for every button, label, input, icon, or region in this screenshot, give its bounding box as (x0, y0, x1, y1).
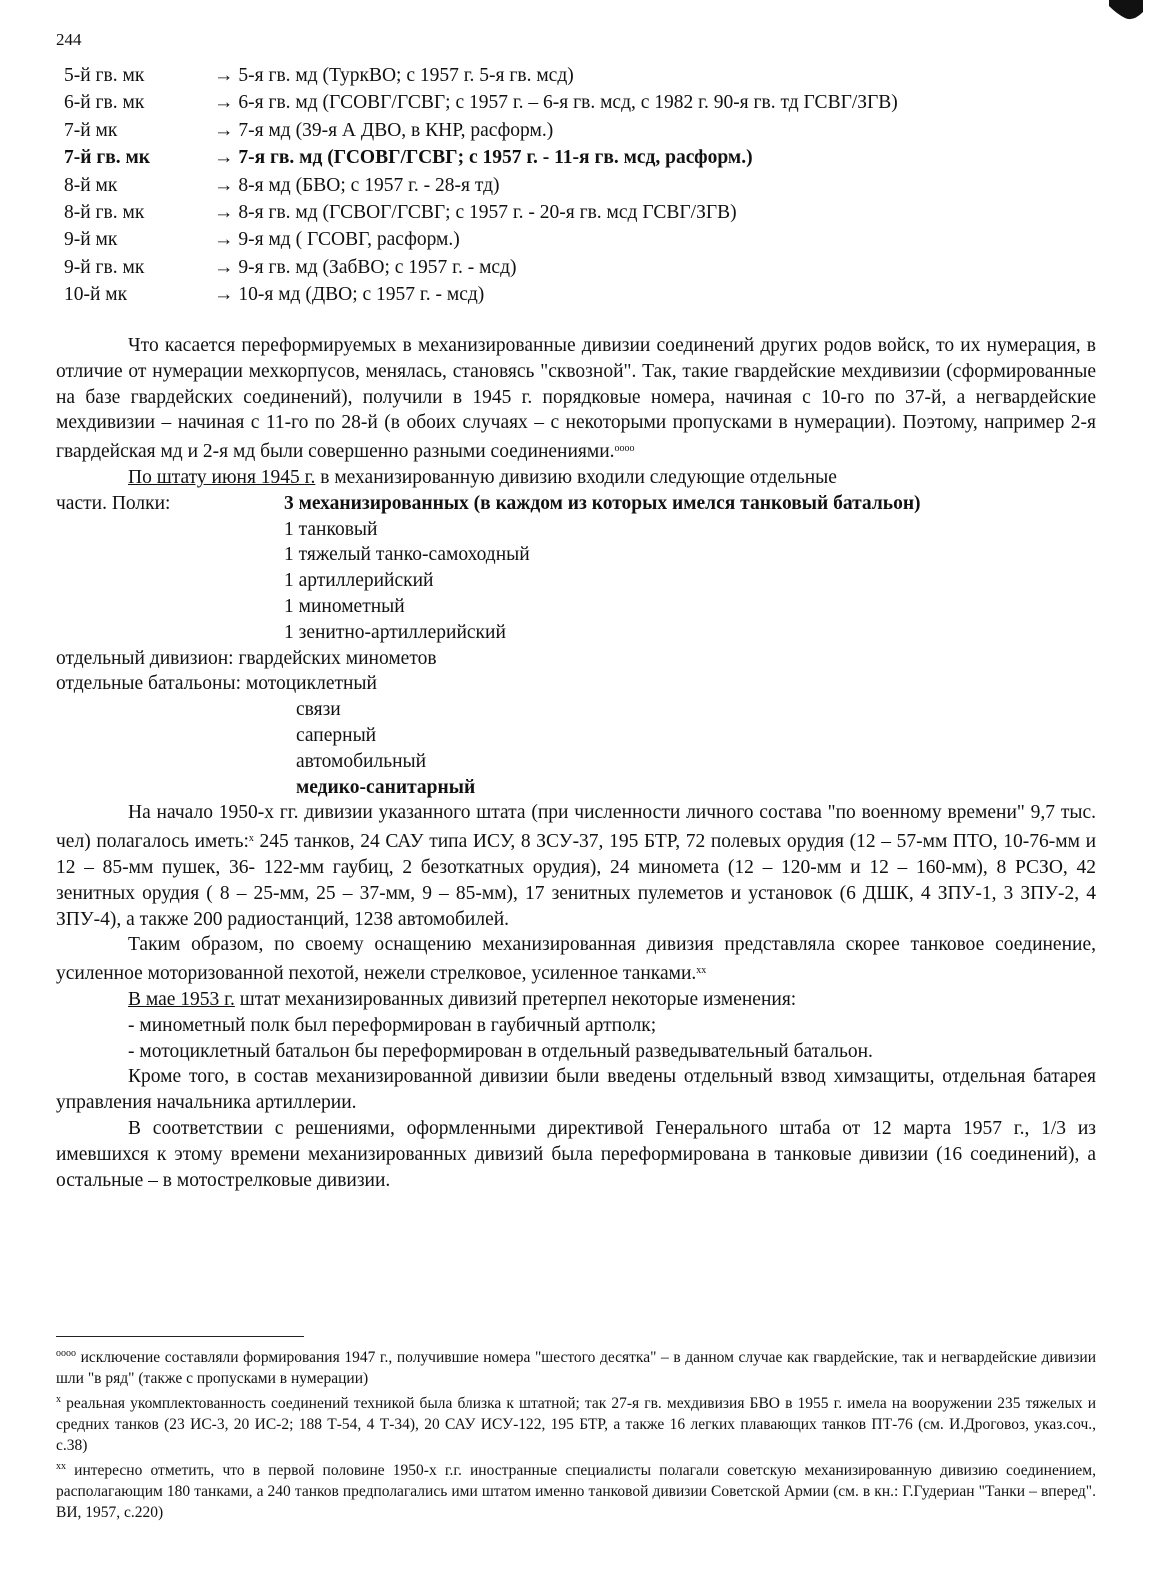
regiment-item: 3 механизированных (в каждом из которых имелся танковый батальон) (284, 492, 921, 514)
corps-name: 10-й мк (64, 284, 128, 306)
paragraph-numbering (56, 333, 1096, 465)
division-name: → 5-я гв. мд (ТуркВО; с 1957 г. 5-я гв. мсд) (214, 65, 574, 86)
page-number: 244 (56, 30, 82, 49)
paragraph-additions: Кроме того, в состав механизированной дивизии были введены отдельный взвод химзащиты, отдельная батарея управления начальника артиллерии. (56, 1066, 1096, 1114)
footnote-ref-3: xx (696, 965, 707, 977)
footnote-text: исключение составляли формирования 1947 г., получившие номера "шестого десятка" – в данном случае как гвардейские, так и негвардейские дивизии шли "в ряд" (также с пропусками в нумерации) (56, 1349, 1096, 1387)
change-item: - мотоциклетный батальон бы переформирован в отдельный разведывательный батальон. (128, 1040, 873, 1062)
division-label: отдельный дивизион: (56, 647, 234, 669)
division-name: → 10-я мд (ДВО; с 1957 г. - мсд) (214, 284, 485, 306)
division-value: гвардейских минометов (238, 647, 437, 669)
paragraph-1957: В соответствии с решениями, оформленными директивой Генерального штаба от 12 марта 1957 г., 1/3 из имевшихся к этому времени механизированных дивизий была переформирована в танковые дивизии (16 соединений), а остальные – в мотострелковые дивизии. (56, 1117, 1096, 1191)
footnote-mark: xx (56, 1461, 66, 1472)
division-line (56, 646, 1096, 672)
footnote-ref-1: оооо (614, 443, 635, 455)
corps-name: 8-й мк (64, 174, 118, 196)
footnote-2 (56, 1389, 1096, 1456)
paragraph-1953 (56, 987, 1096, 1013)
paragraph-equipment (56, 800, 1096, 932)
paragraph-equipment-text-b: 245 танков, 24 САУ типа ИСУ, 8 ЗСУ-37, 195 БТР, 72 полевых орудия (12 – 57-мм ПТО, 10-76-мм и 12 – 85-мм пушек, 36- 122-мм гаубиц, 2 безоткатных орудия), 24 миномета (12 – 120-мм и 12 – 160-мм), 8 РСЗО, 42 зенитных орудия ( 8 – 25-мм, 25 – 37-мм, 9 – 85-мм), 17 зенитных пулеметов и установок (6 ДШК, 4 ЗПУ-1, 3 ЗПУ-2, 4 ЗПУ-4), а также 200 радиостанций, 1238 автомобилей. (56, 831, 1097, 930)
corps-row (56, 199, 1096, 226)
staff-date-underlined: По штату июня 1945 г. (128, 466, 316, 488)
regiments-label: части. Полки: (56, 492, 171, 514)
corps-row (56, 117, 1096, 144)
footnote-mark: x (56, 1394, 61, 1405)
staff-intro-text: в механизированную дивизию входили следующие отдельные (315, 466, 837, 488)
footnote-1 (56, 1343, 1096, 1389)
footnote-text: интересно отметить, что в первой половине 1950-х г.г. иностранные специалисты полагали советскую механизированную дивизию соединением, располагающим 180 танками, а 240 танков предполагались ими штатом именно танковой дивизии Советской Армии (см. в кн.: Г.Гудериан "Танки – вперед". ВИ, 1957, с.220) (56, 1462, 1096, 1521)
footnotes (56, 1343, 1096, 1523)
division-name: → 8-я мд (БВО; с 1957 г. - 28-я тд) (214, 174, 500, 196)
regiment-item: 1 танковый (284, 518, 378, 540)
corps-row (56, 89, 1096, 116)
paragraph-staff-intro (56, 465, 1096, 491)
corps-row (56, 226, 1096, 253)
footnote-mark: оооо (56, 1348, 76, 1359)
footnote-divider (56, 1336, 304, 1337)
paragraph-equipment-text-a: На начало 1950-х гг. дивизии указанного штата (при численности личного состава "по военному времени" 9,7 тыс. чел) полагалось иметь: (56, 802, 1096, 853)
battalion-item: автомобильный (296, 750, 427, 772)
corps-name: 8-й гв. мк (64, 201, 145, 223)
regiment-item: 1 зенитно-артиллерийский (284, 621, 506, 643)
battalion-item: связи (296, 699, 341, 721)
paragraph-conclusion-text: Таким образом, по своему оснащению механизированная дивизия представляла скорее танковое соединение, усиленное моторизованной пехотой, нежели стрелковое, усиленное танками. (56, 934, 1096, 985)
paragraph-conclusion (56, 932, 1096, 987)
corps-name: 7-й мк (64, 119, 118, 141)
paragraph-numbering-text: Что касается переформируемых в механизированные дивизии соединений других родов войск, то их нумерация, в отличие от нумерации мехкорпусов, менялась, становясь "сквозной". Так, такие гвардейские мехдивизии (сформированные на базе гвардейских соединений), получили в 1945 г. порядковые номера, начиная с 10-го по 37-й, а негвардейские мехдивизии – начиная с 11-го по 28-й (в обоих случаях – с некоторыми пропусками в нумерации). Поэтому, например 2-я гвардейская мд и 2-я мд были совершенно разными соединениями. (56, 335, 1096, 463)
corps-row (56, 281, 1096, 308)
regiment-item: 1 минометный (284, 595, 405, 617)
corps-list (56, 62, 1096, 309)
corps-row (56, 254, 1096, 281)
division-name: → 9-я гв. мд (ЗабВО; с 1957 г. - мсд) (214, 256, 517, 278)
corps-row (56, 62, 1096, 89)
paragraph-1953-text: штат механизированных дивизий претерпел некоторые изменения: (234, 988, 797, 1010)
corps-name: 9-й гв. мк (64, 256, 145, 278)
corps-row (56, 144, 1096, 171)
regiment-item: 1 артиллерийский (284, 570, 434, 592)
corps-name: 9-й мк (64, 229, 118, 251)
division-name: → 6-я гв. мд (ГСОВГ/ГСВГ; с 1957 г. – 6-я гв. мсд, с 1982 г. 90-я гв. тд ГСВГ/ЗГВ) (214, 92, 898, 114)
battalions-block (56, 671, 1096, 800)
corps-name: 5-й гв. мк (64, 65, 145, 86)
division-name: → 7-я гв. мд (ГСОВГ/ГСВГ; с 1957 г. - 11-я гв. мсд, расформ.) (214, 147, 753, 169)
date-1953-underlined: В мае 1953 г. (128, 988, 235, 1010)
battalion-item: мотоциклетный (245, 673, 377, 695)
regiment-item: 1 тяжелый танко-самоходный (284, 544, 530, 566)
footnote-3 (56, 1456, 1096, 1523)
corps-row (56, 172, 1096, 199)
division-name: → 7-я мд (39-я А ДВО, в КНР, расформ.) (214, 119, 554, 141)
regiments-block (56, 491, 1096, 646)
footnote-text: реальная укомплектованность соединений техникой была близка к штатной; так 27-я гв. мехдивизия БВО в 1955 г. имела на вооружении 235 тяжелых и средних танков (23 ИС-3, 20 ИС-2; 188 Т-54, 4 Т-34), 20 САУ ИСУ-122, 195 БТР, а также 16 легких плавающих танков ПТ-76 (см. И.Дроговоз, указ.соч., с.38) (56, 1395, 1096, 1454)
battalion-item: саперный (296, 724, 377, 746)
scan-artifact-icon (1103, 0, 1143, 24)
footnote-ref-2: x (248, 833, 254, 845)
division-name: → 8-я гв. мд (ГСВОГ/ГСВГ; с 1957 г. - 20-я гв. мсд ГСВГ/ЗГВ) (214, 201, 737, 223)
division-name: → 9-я мд ( ГСОВГ, расформ.) (214, 229, 460, 251)
corps-name: 7-й гв. мк (64, 147, 151, 169)
change-item: - минометный полк был переформирован в гаубичный артполк; (128, 1014, 657, 1036)
battalion-item: медико-санитарный (296, 776, 476, 798)
main-text (56, 333, 1096, 1193)
corps-name: 6-й гв. мк (64, 92, 145, 114)
battalions-label: отдельные батальоны: (56, 673, 242, 695)
